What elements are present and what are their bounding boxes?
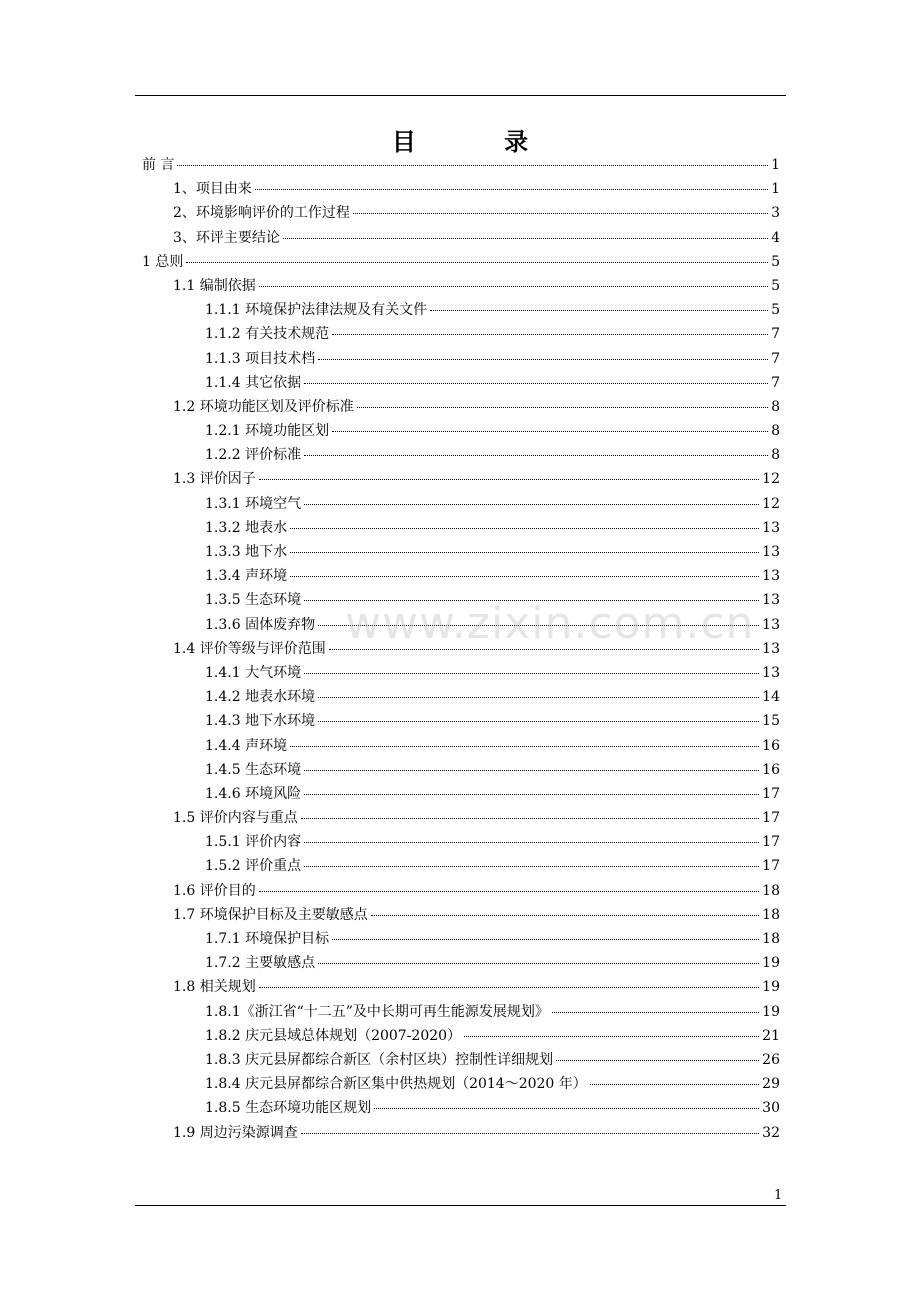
toc-entry-title: 3、环评主要结论	[173, 229, 280, 246]
toc-entry-title: 1.1.4 其它依据	[205, 374, 302, 391]
toc-entry-page: 15	[762, 713, 780, 730]
toc-entry-title: 1 总则	[142, 253, 184, 270]
toc-entry-page: 32	[762, 1124, 780, 1141]
toc-entry[interactable]	[142, 347, 780, 371]
toc-entry[interactable]	[142, 467, 780, 491]
toc-entry-title: 1.2.2 评价标准	[205, 447, 302, 464]
toc-entry-page: 12	[762, 471, 780, 488]
toc-entry-title: 1.1 编制依据	[173, 277, 256, 294]
toc-entry-title: 1.4 评价等级与评价范围	[173, 640, 326, 657]
toc-entry-page: 13	[762, 544, 780, 560]
toc-entry-page: 8	[771, 447, 780, 464]
toc-entry-title: 1.1.2 有关技术规范	[205, 326, 330, 343]
toc-entry[interactable]	[142, 492, 780, 516]
dot-leader	[304, 369, 768, 384]
toc-entry-page: 13	[762, 616, 780, 633]
toc-entry-title: 1.5 评价内容与重点	[173, 810, 298, 827]
dot-leader	[304, 852, 759, 867]
toc-entry-page: 8	[771, 423, 780, 440]
dot-leader	[259, 272, 768, 287]
dot-leader	[259, 877, 759, 892]
toc-entry-title: 1.3.2 地表水	[205, 519, 288, 536]
toc-entry-page: 12	[762, 495, 780, 512]
dot-leader	[318, 345, 768, 360]
dot-leader	[304, 490, 759, 505]
toc-entry-page: 7	[771, 350, 780, 367]
dot-leader	[371, 901, 759, 916]
dot-leader	[301, 804, 759, 819]
watermark: www.zixin.com.cn	[345, 598, 755, 649]
toc-entry[interactable]	[142, 371, 780, 395]
toc-entry-title: 1.1.1 环境保护法律法规及有关文件	[205, 302, 428, 319]
dot-leader	[301, 1119, 759, 1134]
dot-leader	[552, 998, 759, 1013]
dot-leader	[374, 1094, 759, 1109]
toc-entry[interactable]	[142, 1096, 780, 1120]
toc-entry-page: 13	[762, 640, 780, 657]
toc-entry[interactable]	[142, 540, 780, 564]
toc-entry-title: 1.8.4 庆元县屏都综合新区集中供热规划（2014～2020 年）	[205, 1076, 587, 1093]
toc-entry[interactable]	[142, 734, 780, 758]
toc-entry-title: 1.5.2 评价重点	[205, 858, 302, 875]
toc-entry-title: 1.8.2 庆元县域总体规划（2007-2020）	[205, 1027, 462, 1044]
page-number: 1	[774, 1188, 783, 1203]
toc-entry-title: 1.3.3 地下水	[205, 544, 288, 560]
toc-entry-page: 5	[771, 277, 780, 294]
toc-entry[interactable]	[142, 274, 780, 298]
toc-entry-title: 1.3 评价因子	[173, 471, 256, 488]
footer-rule	[135, 1205, 786, 1206]
dot-leader	[353, 199, 768, 214]
toc-entry[interactable]	[142, 903, 780, 927]
toc-entry[interactable]	[142, 927, 780, 951]
toc-entry[interactable]	[142, 153, 780, 177]
toc-entry-page: 13	[762, 568, 780, 585]
toc-entry[interactable]	[142, 201, 780, 225]
dot-leader	[332, 417, 768, 432]
toc-entry-title: 1.6 评价目的	[173, 882, 256, 899]
toc-entry-title: 1.8.3 庆元县屏都综合新区（余村区块）控制性详细规划	[205, 1051, 554, 1068]
toc-entry[interactable]	[142, 661, 780, 685]
toc-entry-page: 5	[771, 302, 780, 319]
toc-entry-page: 7	[771, 326, 780, 343]
dot-leader	[290, 562, 759, 577]
toc-entry-page: 3	[771, 205, 780, 222]
dot-leader	[283, 224, 768, 239]
dot-leader	[304, 659, 759, 674]
toc-entry[interactable]	[142, 177, 780, 201]
toc-entry-title: 1.3.6 固体废弃物	[205, 616, 316, 633]
toc-entry-title: 1.2 环境功能区划及评价标准	[173, 398, 354, 415]
toc-entry[interactable]	[142, 830, 780, 854]
toc-entry[interactable]	[142, 250, 780, 274]
dot-leader	[464, 1022, 759, 1037]
toc-entry-page: 1	[771, 157, 780, 173]
toc-entry[interactable]	[142, 1048, 780, 1072]
toc-entry[interactable]	[142, 806, 780, 830]
dot-leader	[332, 925, 759, 940]
toc-entry-page: 16	[762, 761, 780, 778]
toc-entry-title: 1.3.1 环境空气	[205, 495, 302, 512]
toc-entry[interactable]	[142, 395, 780, 419]
toc-entry[interactable]	[142, 443, 780, 467]
dot-leader	[318, 683, 759, 698]
toc-entry-page: 21	[762, 1027, 780, 1044]
toc-entry[interactable]	[142, 298, 780, 322]
toc-entry[interactable]	[142, 322, 780, 346]
header-rule	[135, 95, 786, 96]
toc-entry[interactable]	[142, 226, 780, 250]
toc-entry[interactable]	[142, 1024, 780, 1048]
dot-leader	[186, 248, 768, 263]
dot-leader	[304, 441, 768, 456]
toc-entry-page: 17	[762, 834, 780, 851]
toc-entry-title: 1.4.4 声环境	[205, 737, 288, 754]
toc-entry-page: 13	[762, 592, 780, 609]
toc-entry-title: 1.2.1 环境功能区划	[205, 423, 330, 440]
dot-leader	[290, 732, 759, 747]
dot-leader	[357, 393, 768, 408]
toc-entry-page: 18	[762, 931, 780, 947]
toc-entry-title: 1.3.4 声环境	[205, 568, 288, 585]
toc-entry-page: 29	[762, 1076, 780, 1093]
toc-entry-page: 4	[771, 229, 780, 246]
toc-entry-page: 19	[762, 1003, 780, 1020]
toc-entry-title: 1.8.1《浙江省“十二五”及中长期可再生能源发展规划》	[205, 1003, 549, 1020]
toc-entry[interactable]	[142, 419, 780, 443]
toc-entry-title: 1.4.2 地表水环境	[205, 689, 316, 706]
dot-leader	[255, 175, 768, 190]
toc-entry[interactable]	[142, 854, 780, 878]
toc-entry[interactable]	[142, 685, 780, 709]
toc-entry-title: 1.1.3 项目技术档	[205, 350, 316, 367]
dot-leader	[304, 780, 759, 795]
toc-entry-title: 1.8 相关规划	[173, 979, 256, 996]
toc-entry[interactable]	[142, 1072, 780, 1096]
toc-entry-page: 13	[762, 519, 780, 536]
toc-entry[interactable]	[142, 782, 780, 806]
toc-entry-page: 26	[762, 1051, 780, 1068]
dot-leader	[259, 973, 759, 988]
toc-entry[interactable]	[142, 758, 780, 782]
toc-entry-page: 1	[771, 181, 780, 198]
dot-leader	[556, 1046, 759, 1061]
toc-entry-page: 17	[762, 785, 780, 802]
toc-entry[interactable]	[142, 975, 780, 999]
toc-entry-page: 18	[762, 882, 780, 899]
toc-entry-title: 1.8.5 生态环境功能区规划	[205, 1100, 372, 1117]
dot-leader	[318, 949, 759, 964]
dot-leader	[259, 465, 759, 480]
toc-entry-title: 1.7.2 主要敏感点	[205, 955, 316, 972]
toc-entry-title: 1.4.6 环境风险	[205, 785, 302, 802]
toc-entry[interactable]	[142, 516, 780, 540]
dot-leader	[332, 320, 768, 335]
toc-entry[interactable]	[142, 879, 780, 903]
toc-entry-title: 前 言	[142, 157, 175, 173]
toc-entry-page: 7	[771, 374, 780, 391]
dot-leader	[318, 707, 759, 722]
toc-entry-title: 1.7 环境保护目标及主要敏感点	[173, 906, 368, 923]
toc-entry-title: 1.9 周边污染源调查	[173, 1124, 298, 1141]
toc-entry-page: 8	[771, 398, 780, 415]
toc-entry-title: 1.7.1 环境保护目标	[205, 931, 330, 947]
dot-leader	[430, 296, 768, 311]
dot-leader	[290, 538, 759, 553]
toc-entry[interactable]	[142, 951, 780, 975]
toc-entry-title: 1.4.3 地下水环境	[205, 713, 316, 730]
dot-leader	[304, 756, 759, 771]
toc-entry-page: 18	[762, 906, 780, 923]
toc-entry[interactable]	[142, 709, 780, 733]
dot-leader	[304, 828, 759, 843]
page-title: 目 录	[391, 127, 569, 156]
toc-entry[interactable]	[142, 1121, 780, 1145]
toc-entry-page: 19	[762, 979, 780, 996]
toc-entry-page: 13	[762, 664, 780, 681]
toc-entry-page: 14	[762, 689, 780, 706]
toc-entry-title: 1.3.5 生态环境	[205, 592, 302, 609]
toc-entry[interactable]	[142, 1000, 780, 1024]
toc-entry-title: 1、项目由来	[173, 181, 252, 198]
toc-entry-title: 1.5.1 评价内容	[205, 834, 302, 851]
toc-entry-title: 1.4.5 生态环境	[205, 761, 302, 778]
toc-entry-page: 5	[771, 253, 780, 270]
toc-entry[interactable]	[142, 564, 780, 588]
toc-entry-page: 30	[762, 1100, 780, 1117]
toc-entry-page: 19	[762, 955, 780, 972]
dot-leader	[590, 1070, 759, 1085]
dot-leader	[290, 514, 759, 529]
toc-entry-page: 17	[762, 858, 780, 875]
toc-entry-title: 2、环境影响评价的工作过程	[173, 205, 350, 222]
toc-entry-page: 16	[762, 737, 780, 754]
toc-entry-title: 1.4.1 大气环境	[205, 664, 302, 681]
toc-entry-page: 17	[762, 810, 780, 827]
dot-leader	[177, 151, 768, 166]
